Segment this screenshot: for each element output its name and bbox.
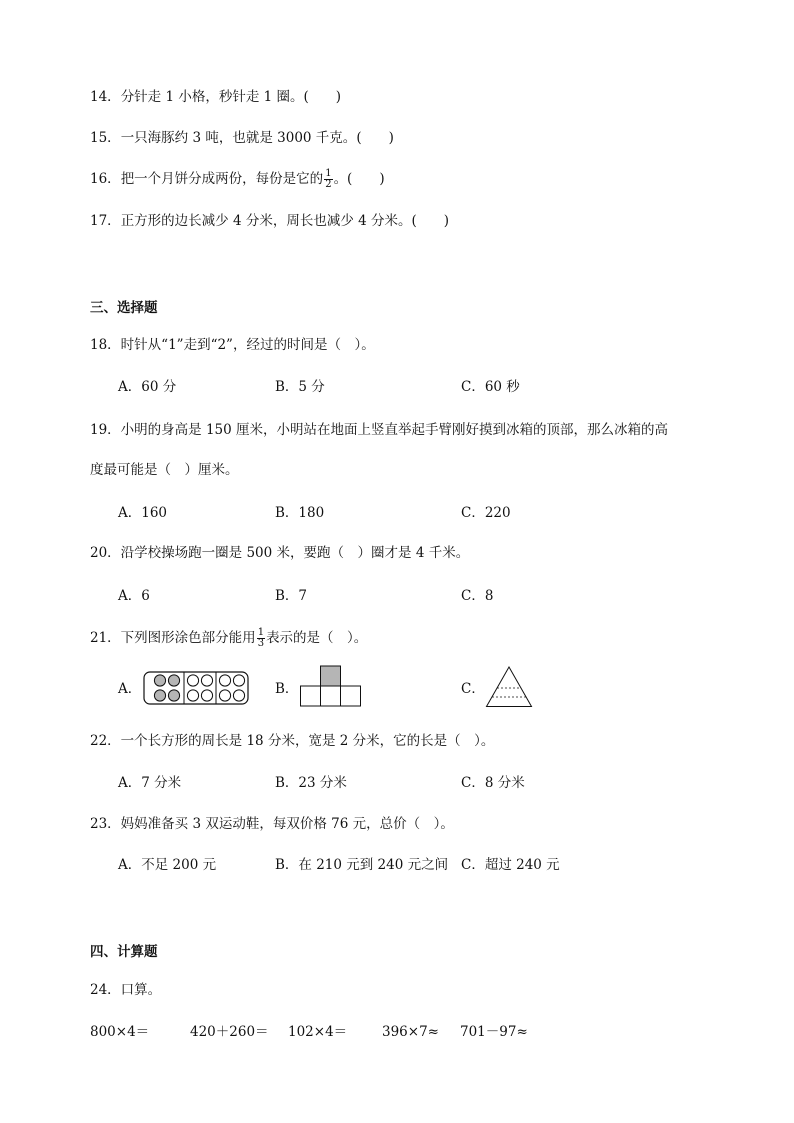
fraction-one-third bbox=[257, 628, 265, 649]
option-a[interactable]: A． bbox=[118, 681, 142, 697]
option-b[interactable]: B．5 分 bbox=[275, 379, 325, 395]
calc-item[interactable]: 800×4＝ bbox=[90, 1024, 150, 1040]
calc-item[interactable]: 102×4＝ bbox=[288, 1024, 348, 1040]
shaded-square bbox=[321, 666, 341, 686]
question-22: 22．一个长方形的周长是 18 分米，宽是 2 分米，它的长是（ ）。 bbox=[90, 733, 495, 749]
empty-circle bbox=[187, 690, 198, 701]
shaded-circle bbox=[154, 690, 165, 701]
empty-circle bbox=[233, 690, 244, 701]
question-text: 一只海豚约 3 吨，也就是 3000 千克。 bbox=[120, 130, 357, 146]
question-text: 分针走 1 小格，秒针走 1 圈。 bbox=[120, 89, 304, 105]
empty-circle bbox=[187, 675, 198, 686]
option-a[interactable]: A．7 分米 bbox=[118, 775, 182, 791]
option-a[interactable]: A．6 bbox=[118, 588, 150, 604]
question-19-line2: 度最可能是（ ）厘米。 bbox=[90, 462, 239, 478]
empty-circle bbox=[201, 690, 212, 701]
option-c[interactable]: C． bbox=[461, 681, 485, 697]
option-b[interactable]: B．23 分米 bbox=[275, 775, 347, 791]
empty-circle bbox=[219, 690, 230, 701]
option-c[interactable]: C．8 bbox=[461, 588, 494, 604]
calc-item[interactable]: 420＋260＝ bbox=[190, 1024, 269, 1040]
shaded-circle bbox=[168, 675, 179, 686]
question-17 bbox=[90, 211, 449, 231]
shaded-circle bbox=[168, 690, 179, 701]
question-21 bbox=[90, 628, 367, 649]
fraction-denominator: 3 bbox=[257, 638, 265, 649]
section-title-calculation: 四、计算题 bbox=[90, 944, 158, 960]
answer-blank[interactable]: ( ) bbox=[356, 130, 394, 146]
question-15 bbox=[90, 128, 394, 148]
empty-square bbox=[321, 686, 341, 706]
answer-blank[interactable]: ( ) bbox=[411, 213, 450, 229]
option-b[interactable]: B．7 bbox=[275, 588, 308, 604]
question-18: 18．时针从“1”走到“2”，经过的时间是（ ）。 bbox=[90, 337, 375, 353]
question-text: 21．下列图形涂色部分能用 bbox=[90, 630, 256, 646]
question-16 bbox=[90, 169, 385, 190]
calc-item[interactable]: 396×7≈ bbox=[382, 1024, 439, 1040]
section-title-choice: 三、选择题 bbox=[90, 300, 158, 316]
option-c[interactable]: C．8 分米 bbox=[461, 775, 525, 791]
triangle-figure[interactable] bbox=[485, 666, 533, 708]
empty-circle bbox=[201, 675, 212, 686]
squares-figure[interactable] bbox=[299, 665, 363, 708]
question-number: 14． bbox=[90, 89, 121, 105]
triangle-outline bbox=[487, 667, 532, 707]
empty-square bbox=[341, 686, 361, 706]
question-19-line1: 19．小明的身高是 150 厘米，小明站在地面上竖直举起手臂刚好摸到冰箱的顶部，那么冰箱的高 bbox=[90, 422, 669, 438]
question-number: 15． bbox=[90, 130, 121, 146]
question-14 bbox=[90, 87, 341, 107]
calc-item[interactable]: 701－97≈ bbox=[460, 1024, 528, 1040]
question-text: 正方形的边长减少 4 分米，周长也减少 4 分米。 bbox=[120, 213, 412, 229]
question-number: 16． bbox=[90, 171, 121, 187]
answer-blank[interactable]: ( ) bbox=[303, 89, 342, 105]
shaded-circle bbox=[154, 675, 165, 686]
empty-square bbox=[301, 686, 321, 706]
option-a[interactable]: A．160 bbox=[118, 505, 168, 521]
question-23: 23．妈妈准备买 3 双运动鞋，每双价格 76 元，总价（ ）。 bbox=[90, 816, 454, 832]
fraction-numerator: 1 bbox=[325, 168, 332, 179]
option-a[interactable]: A．60 分 bbox=[118, 379, 177, 395]
empty-circle bbox=[233, 675, 244, 686]
circles-tray-figure[interactable] bbox=[143, 671, 249, 705]
option-c[interactable]: C．超过 240 元 bbox=[461, 857, 560, 873]
option-b[interactable]: B．在 210 元到 240 元之间 bbox=[275, 857, 449, 873]
question-24: 24．口算。 bbox=[90, 982, 162, 998]
question-text: 把一个月饼分成两份，每份是它的 bbox=[120, 171, 324, 187]
question-text: 表示的是（ ）。 bbox=[266, 630, 368, 646]
option-c[interactable]: C．220 bbox=[461, 505, 511, 521]
option-b[interactable]: B． bbox=[275, 681, 299, 697]
option-b[interactable]: B．180 bbox=[275, 505, 325, 521]
answer-blank[interactable]: 。( ) bbox=[333, 171, 385, 187]
fraction-denominator: 2 bbox=[325, 179, 332, 190]
question-20: 20．沿学校操场跑一圈是 500 米，要跑（ ）圈才是 4 千米。 bbox=[90, 545, 470, 561]
fraction-one-half bbox=[324, 169, 332, 190]
fraction-numerator: 1 bbox=[257, 627, 265, 638]
question-number: 17． bbox=[90, 213, 121, 229]
option-a[interactable]: A．不足 200 元 bbox=[118, 857, 217, 873]
option-c[interactable]: C．60 秒 bbox=[461, 379, 520, 395]
empty-circle bbox=[219, 675, 230, 686]
